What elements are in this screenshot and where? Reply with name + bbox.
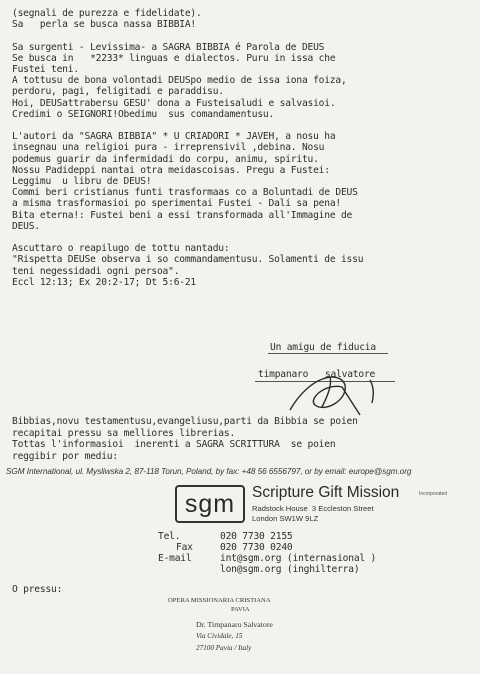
contact-fax-label: Fax — [176, 542, 193, 553]
sgm-logo: sgm — [175, 485, 245, 523]
mission-name: Scripture Gift Mission — [252, 484, 400, 501]
mission-address-line-2: London SW1W 9LZ — [252, 514, 319, 523]
body-line: teni negessidadi ogni persoa". — [12, 265, 180, 277]
body-line: Sa surgenti - Levissima- a SAGRA BIBBIA é Parola de DEUS — [12, 41, 325, 53]
stamp-line-3: Dr. Timpanaro Salvatore — [196, 620, 273, 629]
body-line: Leggimu u libru de DEUS! — [12, 176, 152, 187]
bibles-line: reggibir por mediu: — [12, 450, 118, 462]
contact-tel-label: Tel. — [158, 531, 181, 542]
body-line: "Rispetta DEUSe observa i so commandamentusu. Solamenti de issu — [12, 254, 364, 266]
body-line: Nossu Padideppi nantai otra meidascoisas. Pregu a Fustei: — [12, 164, 330, 176]
body-line: Commi beri cristianus funti trasformaas co a Boluntadi de DEUS — [12, 187, 358, 199]
body-line: Hoi, DEUSattrabersu GESU' dona a Fusteisaludi e salvasioi. — [12, 97, 336, 109]
body-line: L'autori da "SAGRA BIBBIA" * U CRIADORI * JAVEH, a nosu ha — [12, 131, 336, 143]
bibles-line: recapitai pressu sa melliores librerias. — [12, 427, 236, 439]
body-line: Sa perla se busca nassa BIBBIA! — [12, 19, 197, 31]
stamp-line-1: OPERA MISSIONARIA CRISTIANA — [168, 597, 271, 604]
body-line: (segnali de purezza e fidelidate). — [12, 8, 202, 19]
contact-tel-value: 020 7730 2155 — [220, 531, 293, 542]
body-line: Eccl 12:13; Ex 20:2-17; Dt 5:6-21 — [12, 276, 197, 288]
contact-email-label: E-mail — [158, 553, 192, 564]
body-line: perdoru, pagi, feligitadi e paraddisu. — [12, 86, 224, 98]
contact-email-value-2: lon@sgm.org (inghilterra) — [220, 564, 360, 575]
contact-email-value-1: int@sgm.org (internasional ) — [220, 553, 377, 564]
signoff-underline — [268, 353, 388, 354]
mission-address-line-1: Radstock House 3 Eccleston Street — [252, 504, 374, 513]
body-line: a misma trasformasioi po sperimentai Fustei - Dali sa pena! — [12, 198, 341, 210]
bibles-line: Bibbias,novu testamentusu,evangeliusu,parti da Bibbia se poien — [12, 416, 358, 427]
body-line: podemus guarir da infermidadi do corpu, animu, spiritu. — [12, 153, 319, 165]
or-line: O pressu: — [12, 584, 63, 595]
stamp-line-5: 27100 Pavia / Italy — [196, 644, 252, 652]
stamp-line-4: Via Cividale, 15 — [196, 632, 243, 640]
body-line: DEUS. — [12, 220, 40, 232]
contact-fax-value: 020 7730 0240 — [220, 542, 293, 553]
mission-incorporated: Incorporated — [419, 491, 448, 497]
signoff-line-1: Un amigu de fiducia — [270, 342, 376, 353]
body-line: Ascuttaro o reapilugo de tottu nantadu: — [12, 243, 230, 255]
international-address: SGM International, ul. Mysliwska 2, 87-118 Torun, Poland, by fax: +48 56 6556797, or by email: europe@sgm.org — [6, 467, 412, 476]
body-line: insegnau una religioi pura - irreprensivil ,debina. Nosu — [12, 142, 325, 154]
bibles-line: Tottas l'informasioi inerenti a SAGRA SCRITTURA se poien — [12, 439, 336, 450]
body-line: Credimi o SEIGNORI!Obedimu sus comandamentusu. — [12, 108, 275, 120]
body-line: Fustei teni. — [12, 64, 79, 75]
signoff-line-2: timpanaro salvatore — [258, 369, 376, 380]
body-line: Se busca in *2233* linguas e dialectos. Puru in issa che — [12, 52, 336, 64]
handwritten-signature — [270, 365, 400, 420]
body-line: A tottusu de bona volontadi DEUSpo medio de issa iona foiza, — [12, 75, 347, 87]
stamp-line-2: PAVIA — [231, 606, 250, 613]
body-line: Bita eterna!: Fustei beni a essi transformada all'Immagine de — [12, 209, 353, 221]
